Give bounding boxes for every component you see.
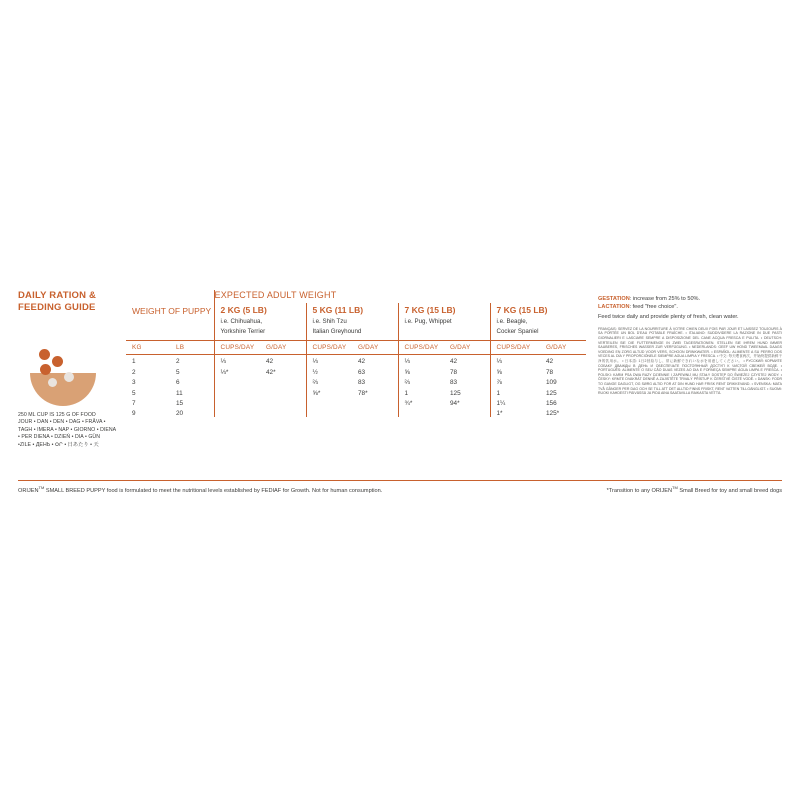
feed-twice-daily-note: Feed twice daily and provide plenty of fresh, clean water.	[598, 314, 739, 321]
weight-of-puppy-label: WEIGHT OF PUPPY	[126, 303, 214, 341]
cell-kg: 1	[132, 358, 136, 366]
breed-example: i.e. Shih Tzu	[312, 318, 347, 325]
cell-c4-cups: ⅞	[490, 376, 546, 386]
cell-c1-grams	[266, 386, 306, 396]
cell-c3-cups: ⅝	[398, 365, 450, 375]
lactation-text: : feed "free choice".	[629, 303, 678, 310]
breed-example-2: Italian Greyhound	[312, 327, 362, 335]
lactation-label: LACTATION	[598, 303, 630, 310]
table-breed-row	[126, 303, 586, 341]
col1-grams-header: G/DAY	[266, 341, 306, 355]
cell-lb: 20	[176, 410, 184, 418]
cell-c4-cups: ⅝	[490, 365, 546, 375]
breed-example-2: Yorkshire Terrier	[220, 327, 266, 335]
breed-weight: 5 KG (11 LB)	[312, 305, 364, 315]
feeding-table-wrapper	[126, 290, 586, 417]
cup-note-line: TAGH • IMERA • NAP • GIORNO • DIENA	[18, 426, 117, 433]
cell-c4-grams: 156	[546, 399, 557, 407]
cell-c3-cups: ⅓	[398, 355, 450, 366]
cell-c3-grams: 94*	[450, 399, 460, 407]
left-panel	[18, 290, 122, 470]
brand-name: ORIJEN	[651, 487, 673, 494]
dog-bowl-illustration	[24, 345, 102, 407]
kibble-icon	[52, 356, 63, 367]
cell-c2-cups: ⅔	[306, 376, 358, 386]
cell-c2-grams: 63	[358, 368, 366, 376]
cell-c4-grams: 125	[546, 389, 557, 397]
cell-c2-cups	[306, 407, 358, 417]
cell-c2-cups	[306, 397, 358, 407]
table-row	[126, 386, 586, 396]
cell-c2-grams	[358, 407, 398, 417]
cell-c4-grams: 125*	[546, 410, 560, 418]
cell-c1-grams	[266, 397, 306, 407]
trademark-icon: TM	[672, 485, 678, 490]
bowl-shape	[30, 373, 96, 406]
cell-c1-cups	[214, 407, 266, 417]
cell-lb: 2	[176, 358, 180, 366]
breed-example: i.e. Chihuahua,	[220, 318, 263, 325]
cell-c1-cups	[214, 376, 266, 386]
cell-kg: 5	[132, 389, 136, 397]
cell-c3-cups: ⅔	[398, 376, 450, 386]
col4-cups-header: CUPS/DAY	[490, 341, 546, 355]
cell-c3-grams: 42	[450, 358, 458, 366]
col2-grams-header: G/DAY	[358, 341, 398, 355]
footer-left-note	[18, 485, 382, 494]
gestation-text: : increase from 25% to 50%.	[629, 296, 701, 302]
page-title: DAILY RATION & FEEDING GUIDE	[18, 290, 97, 313]
lactation-line	[598, 304, 782, 312]
brand-name: ORIJEN	[18, 487, 39, 494]
cup-note-line: •ZILE • ДЕНЬ • ՕՐ • 日あたり • 天	[18, 441, 99, 448]
gestation-line	[598, 296, 782, 304]
kibble-icon	[39, 349, 50, 360]
table-row	[126, 355, 586, 366]
cup-note-line: • PER DIENA • DZIEŃ • DIA • GÜN	[18, 434, 101, 441]
breed-weight: 2 KG (5 LB)	[220, 305, 267, 315]
breed-column-2	[306, 303, 398, 341]
footer-right-pre: *Transition to any	[606, 487, 652, 494]
cell-c3-cups: 1	[398, 386, 450, 396]
breed-example: i.e. Pug, Whippet	[404, 318, 452, 325]
cell-c4-grams: 109	[546, 379, 557, 387]
cell-c2-grams	[358, 397, 398, 407]
kibble-icon	[40, 364, 51, 375]
col1-cups-header: CUPS/DAY	[214, 341, 266, 355]
breed-example: i.e. Beagle,	[496, 318, 528, 325]
cell-lb: 6	[176, 379, 180, 387]
cell-c2-cups: ⅝*	[306, 386, 358, 396]
col4-grams-header: G/DAY	[546, 341, 586, 355]
cell-c3-grams	[450, 407, 490, 417]
cell-kg: 2	[132, 368, 136, 376]
breed-column-4	[490, 303, 586, 341]
cell-c2-grams: 42	[358, 358, 366, 366]
feeding-table	[126, 290, 586, 417]
footer	[18, 480, 782, 494]
table-row	[126, 407, 586, 417]
cell-c1-cups	[214, 397, 266, 407]
cell-c3-cups: ¾*	[398, 397, 450, 407]
cup-measure-note	[18, 412, 122, 449]
footer-left-text: SMALL BREED PUPPY food is formulated to meet the nutritional levels established by FEDIAF for Growth. Not for human consumption.	[44, 487, 383, 494]
cell-c2-grams: 78*	[358, 389, 368, 397]
kibble-icon	[48, 378, 57, 387]
cell-lb: 15	[176, 399, 184, 407]
cell-c1-cups: ⅓	[214, 355, 266, 366]
cell-c3-grams: 83	[450, 379, 458, 387]
table-row	[126, 365, 586, 375]
table-header-row	[126, 290, 586, 303]
footer-right-note	[607, 485, 782, 494]
cell-c4-grams: 78	[546, 368, 554, 376]
cell-c3-cups	[398, 407, 450, 417]
cell-c2-cups: ⅓	[306, 355, 358, 366]
kibble-icon	[64, 372, 74, 382]
breed-example-2: Cocker Spaniel	[496, 327, 539, 335]
cell-kg: 7	[132, 399, 136, 407]
cell-kg: 3	[132, 379, 136, 387]
footer-right-post: Small Breed for toy and small breed dogs	[677, 487, 782, 494]
col3-cups-header: CUPS/DAY	[398, 341, 450, 355]
right-panel	[598, 296, 782, 396]
expected-adult-weight-title: EXPECTED ADULT WEIGHT	[214, 290, 586, 303]
cell-c4-grams: 42	[546, 358, 554, 366]
breed-weight: 7 KG (15 LB)	[496, 305, 548, 315]
trademark-icon: TM	[38, 485, 45, 490]
cell-c1-cups: ⅓*	[214, 365, 266, 375]
cell-c4-cups: 1¼	[490, 397, 546, 407]
cup-note-line: JOUR • DAN • DEN • DAG • FRÅVA •	[18, 419, 106, 426]
breed-column-3	[398, 303, 490, 341]
cell-c4-cups: 1*	[490, 407, 546, 417]
breed-column-1	[214, 303, 306, 341]
col3-grams-header: G/DAY	[450, 341, 490, 355]
cell-c1-grams	[266, 376, 306, 386]
cup-note-line: 250 ML CUP IS 125 G OF FOOD	[18, 412, 96, 418]
table-row	[126, 376, 586, 386]
cell-c4-cups: 1	[490, 386, 546, 396]
cell-c1-grams: 42*	[266, 368, 276, 376]
cell-c4-cups: ⅓	[490, 355, 546, 366]
cell-lb: 11	[176, 389, 183, 397]
cell-c1-grams: 42	[266, 358, 274, 366]
gestation-label: GESTATION	[598, 296, 630, 302]
cell-c3-grams: 125	[450, 389, 461, 397]
cell-c3-grams: 78	[450, 368, 458, 376]
unit-lb-header: LB	[170, 341, 214, 355]
multilingual-feeding-note: FRANÇAIS: SERVEZ DE LA NOURRITURE À VOTRE CHIEN DEUX FOIS PAR JOUR ET LAISSEZ TOUJOURS À SA PORTÉE UN BOL D'EAU POTABLE FRAÎCHE. • ITALIANO: SUDDIVIDERE LA RAZIONE IN DUE PASTI GIORNALIERI E LASCIARE SEMPRE A DISPOSIZIONE DEL CANE ACQUA FRESCA E PULITA. • DEUTSCH: VERTEILEN SIE DIE FUTTERMENGE IN ZWEI TAGESRATIONEN. STELLEN SIE IHREM HUND IMMER SAUBERES, FRISCHES WASSER ZUR VERFÜGUNG. • NEDERLANDS: GEEF UW HOND TWEEMAAL DAAGS VOEDING EN ZORG ALTIJD VOOR VERS, SCHOON DRINKWATER. • ESPAÑOL: ALIMENTE A SU PERRO DOS VECES AL DÍA Y PROPORCIÓNELE SIEMPRE AGUA LIMPIA Y FRESCA. • 中文: 每天喂食两次，并始终提供新鲜干净的饮用水。 • 日本語: 1日2回給与し、常に新鮮できれいな水を用意してください。 • РУССКИЙ: КОРМИТЕ СОБАКУ ДВАЖДЫ В ДЕНЬ И ОБЕСПЕЧЬТЕ ПОСТОЯННЫЙ ДОСТУП К ЧИСТОЙ СВЕЖЕЙ ВОДЕ. • PORTUGUÊS: ALIMENTE O SEU CÃO DUAS VEZES AO DIA E FORNEÇA SEMPRE ÁGUA LIMPA E FRESCA. • POLSKI: KARM PSA DWA RAZY DZIENNIE I ZAPEWNIJ MU STAŁY DOSTĘP DO ŚWIEŻEJ CZYSTEJ WODY. • ČESKY: KRMTE DVAKRÁT DENNĚ A ZAJISTĚTE TRVALÝ PŘÍSTUP K ČERSTVÉ ČISTÉ VODĚ. • DANSK: FODR TO GANGE DAGLIGT, OG SØRG ALTID FOR AT DIN HUND HAR FRISK RENT DRIKKEVAND. • SVENSKA: MATA TVÅ GÅNGER PER DAG OCH SE TILL ATT DET ALLTID FINNS FRISKT, RENT VATTEN TILLGÄNGLIGT. • SUOMI: RUOKI KAHDESTI PÄIVÄSSÄ JA PIDÄ AINA SAATAVILLA RAIKASTA VETTÄ.	[598, 326, 782, 396]
col2-cups-header: CUPS/DAY	[306, 341, 358, 355]
breed-weight: 7 KG (15 LB)	[404, 305, 456, 315]
cell-c2-grams: 83	[358, 379, 366, 387]
cell-c1-cups	[214, 386, 266, 396]
cell-kg: 9	[132, 410, 136, 418]
table-subheader-row	[126, 341, 586, 355]
cell-c1-grams	[266, 407, 306, 417]
unit-kg-header: KG	[126, 341, 170, 355]
cell-lb: 5	[176, 368, 180, 376]
table-row	[126, 397, 586, 407]
feeding-guide-sheet	[18, 290, 782, 500]
cell-c2-cups: ½	[306, 365, 358, 375]
